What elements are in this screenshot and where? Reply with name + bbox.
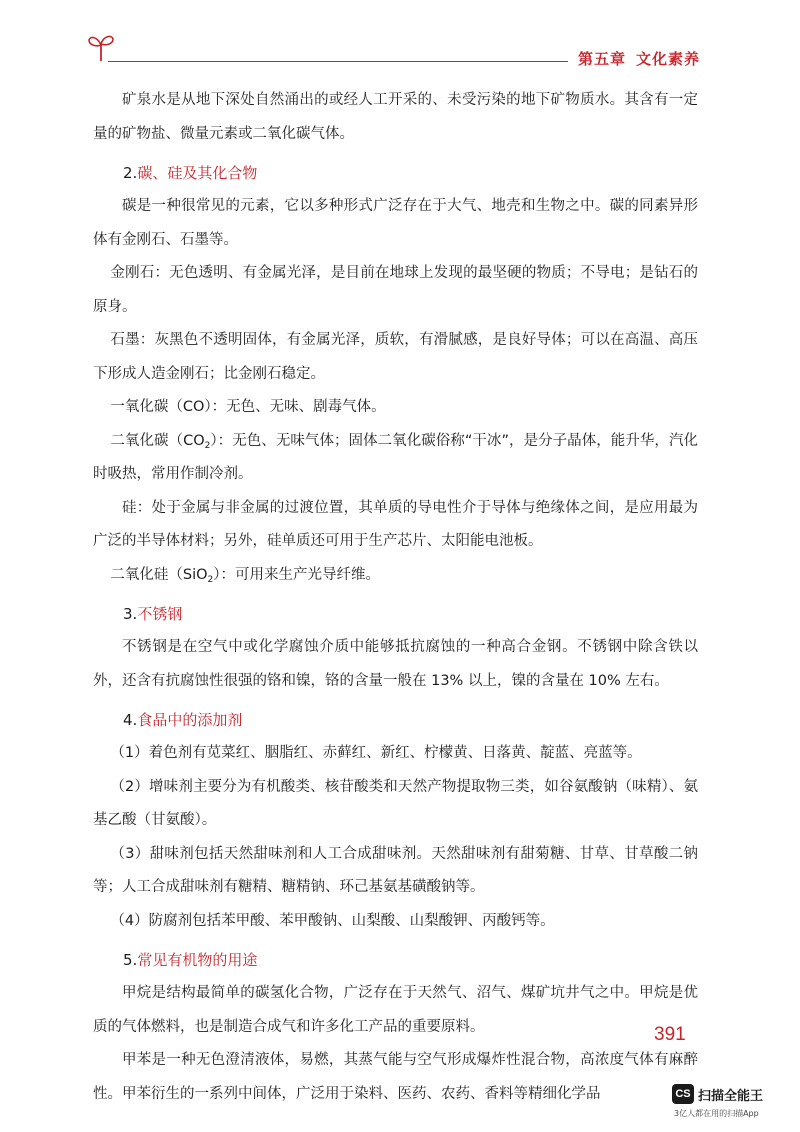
chapter-section: 文化素养: [636, 50, 701, 68]
co2-subscript: 2: [204, 440, 211, 451]
heading-number: 3.: [123, 605, 138, 623]
section-heading-carbon-silicon: [93, 157, 698, 190]
paragraph-carbon: 碳是一种很常见的元素，它以多种形式广泛存在于大气、地壳和生物之中。碳的同素异形体有金刚石、石墨等。: [93, 198, 698, 248]
watermark-tagline: 3亿人都在用的扫描App: [674, 1109, 759, 1118]
paragraph-silicon: 硅：处于金属与非金属的过渡位置，其单质的导电性介于导体与绝缘体之间，是应用最为广泛的半导体材料；另外，硅单质还可用于生产芯片、太阳能电池板。: [93, 499, 698, 549]
list-item-flavor-enhancers: （2）增味剂主要分为有机酸类、核苷酸类和天然产物提取物三类，如谷氨酸钠（味精）、氨基乙酸（甘氨酸）。: [93, 778, 698, 828]
sio2-subscript: 2: [207, 574, 214, 585]
list-item-preservatives: （4）防腐剂包括苯甲酸、苯甲酸钠、山梨酸、山梨酸钾、丙酸钙等。: [110, 912, 555, 929]
heading-title: 不锈钢: [137, 605, 183, 623]
watermark-name: 扫描全能王: [698, 1089, 764, 1104]
chapter-number: 第五章: [578, 50, 627, 68]
paragraph-silicon-dioxide: [93, 559, 698, 593]
chapter-title: [578, 48, 700, 69]
heading-title: 碳、硅及其化合物: [137, 164, 258, 182]
paragraph-methane: 甲烷是结构最简单的碳氢化合物，广泛存在于天然气、沼气、煤矿坑井气之中。甲烷是优质的气体燃料，也是制造合成气和许多化工产品的重要原料。: [93, 985, 698, 1035]
paragraph-graphite: 石墨：灰黑色不透明固体，有金属光泽，质软，有滑腻感，是良好导体；可以在高温、高压下形成人造金刚石；比金刚石稳定。: [93, 332, 698, 382]
co2-text-pre: 二氧化碳（CO: [110, 432, 205, 449]
heading-title: 食品中的添加剂: [137, 711, 243, 729]
page-number: 391: [654, 1024, 686, 1045]
sio2-text-pre: 二氧化硅（SiO: [110, 566, 208, 583]
section-heading-organic-compounds: [93, 944, 698, 977]
list-item-sweeteners: （3）甜味剂包括天然甜味剂和人工合成甜味剂。天然甜味剂有甜菊糖、甘草、甘草酸二钠等；人工合成甜味剂有糖精、糖精钠、环己基氨基磺酸钠等。: [93, 845, 698, 895]
paragraph-diamond: 金刚石：无色透明、有金属光泽，是目前在地球上发现的最坚硬的物质；不导电；是钻石的原身。: [93, 265, 698, 315]
page-header: [0, 0, 800, 80]
paragraph-toluene: 甲苯是一种无色澄清液体，易燃，其蒸气能与空气形成爆炸性混合物，高浓度气体有麻醉性。甲苯衍生的一系列中间体，广泛用于染料、医药、农药、香料等精细化学品: [93, 1052, 698, 1102]
scanner-watermark: [672, 1084, 790, 1124]
header-rule: [108, 61, 568, 62]
paragraph-carbon-monoxide: 一氧化碳（CO）：无色、无味、剧毒气体。: [110, 399, 386, 415]
section-heading-food-additives: [93, 704, 698, 737]
section-heading-stainless-steel: [93, 598, 698, 631]
page-content: [93, 84, 698, 1111]
camscanner-logo-icon: CS: [672, 1084, 694, 1104]
list-item-colorants: （1）着色剂有苋菜红、胭脂红、赤藓红、新红、柠檬黄、日落黄、靛蓝、亮蓝等。: [110, 745, 642, 761]
sprout-icon: [88, 32, 114, 62]
heading-number: 2.: [123, 164, 138, 182]
heading-number: 4.: [123, 711, 138, 729]
paragraph-carbon-dioxide: [93, 425, 698, 492]
paragraph-mineral-water: 矿泉水是从地下深处自然涌出的或经人工开采的、未受污染的地下矿物质水。其含有一定量的矿物盐、微量元素或二氧化碳气体。: [93, 92, 698, 142]
co2-text-post: ）：无色、无味气体；固体二氧化碳俗称“干冰”，是分子晶体，能升华，汽化时吸热，常用作制冷剂。: [93, 432, 698, 482]
heading-title: 常见有机物的用途: [137, 951, 258, 969]
sio2-text-post: ）：可用来生产光导纤维。: [213, 566, 381, 583]
heading-number: 5.: [123, 951, 138, 969]
paragraph-stainless-steel: 不锈钢是在空气中或化学腐蚀介质中能够抵抗腐蚀的一种高合金钢。不锈钢中除含铁以外，还含有抗腐蚀性很强的铬和镍，铬的含量一般在 13% 以上，镍的含量在 10% 左右。: [93, 639, 698, 689]
